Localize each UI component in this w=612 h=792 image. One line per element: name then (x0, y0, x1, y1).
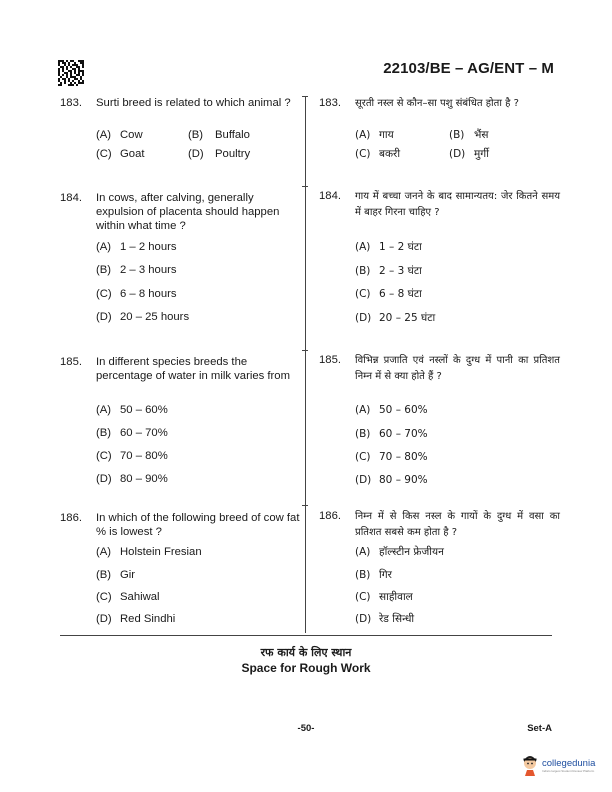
question-stem: निम्न में से किस नस्ल के गायों के दुग्ध में वसा का प्रतिशत सबसे कम होता है ? (355, 511, 560, 538)
option-text: 80 – 90% (120, 473, 168, 485)
option-label: (C) (355, 288, 371, 300)
qr-code (58, 60, 84, 86)
option-label: (D) (355, 312, 372, 324)
question-183-hi (319, 96, 559, 166)
option-label: (A) (96, 546, 112, 558)
question-stem: In which of the following breed of cow fat % is lowest ? (96, 512, 300, 538)
option-label: (C) (96, 450, 112, 462)
option-label: (D) (96, 311, 112, 323)
question-186-hi (319, 509, 559, 629)
option-text: 2 – 3 hours (120, 264, 177, 276)
question-stem: गाय में बच्चा जनने के बाद सामान्यतय: जेर कितने समय में बाहर गिरना चाहिए ? (355, 191, 560, 218)
column-divider-tick (302, 186, 308, 187)
column-divider-tick (302, 96, 308, 97)
option-label: (A) (355, 546, 371, 558)
option-text: Poultry (215, 148, 251, 160)
question-183-en (60, 96, 300, 166)
page-number: -50- (297, 723, 315, 734)
question-185-en (60, 355, 300, 490)
option-label: (B) (355, 569, 371, 581)
option-label: (B) (355, 428, 371, 440)
question-185-hi (319, 353, 559, 488)
option-label: (D) (96, 613, 112, 625)
question-stem: Surti breed is related to which animal ? (96, 97, 291, 109)
option-text: Holstein Fresian (120, 546, 202, 558)
option-text: बकरी (379, 148, 401, 160)
option-label: (C) (355, 451, 371, 463)
option-text: भैंस (474, 129, 489, 141)
option-text: Goat (120, 148, 145, 160)
option-label: (B) (96, 264, 112, 276)
option-label: (C) (96, 288, 112, 300)
question-number: 183. (319, 97, 341, 109)
option-text: Cow (120, 129, 143, 141)
option-text: मुर्गी (474, 148, 489, 160)
option-text: 80 – 90% (379, 474, 428, 486)
option-label: (C) (355, 591, 371, 603)
question-number: 184. (319, 190, 341, 202)
option-label: (D) (449, 148, 466, 160)
question-number: 186. (60, 512, 82, 524)
option-label: (A) (355, 241, 371, 253)
column-divider-tick (302, 350, 308, 351)
column-divider (305, 96, 306, 633)
option-text: 20 – 25 hours (120, 311, 190, 323)
question-number: 185. (319, 354, 341, 366)
brand-name: collegedunia (542, 758, 596, 769)
option-text: 60 – 70% (120, 427, 168, 439)
question-number: 186. (319, 510, 341, 522)
question-184-en (60, 191, 300, 331)
option-text: Buffalo (215, 129, 250, 141)
option-label: (A) (96, 404, 112, 416)
question-186-en (60, 511, 300, 631)
rough-work-title: Space for Rough Work (241, 661, 371, 675)
option-text: साहीवाल (379, 591, 413, 603)
option-text: 70 – 80% (379, 451, 428, 463)
question-number: 183. (60, 97, 82, 109)
option-text: 60 – 70% (379, 428, 428, 440)
paper-code: 22103/BE – AG/ENT – M (383, 60, 554, 77)
option-label: (D) (96, 473, 112, 485)
option-label: (B) (96, 569, 112, 581)
option-text: 6 – 8 hours (120, 288, 177, 300)
option-label: (A) (96, 129, 112, 141)
option-text: 20 – 25 घंटा (379, 312, 436, 324)
question-number: 185. (60, 356, 82, 368)
brand-tagline: India's largest Student Review Platform (542, 769, 595, 773)
option-text: 50 – 60% (379, 404, 428, 416)
option-text: रेड सिन्धी (379, 613, 415, 625)
question-stem: In different species breeds the percentage of water in milk varies from (96, 356, 291, 382)
question-stem: सूरती नस्ल से कौन–सा पशु संबंधित होता है ? (355, 98, 519, 109)
option-label: (C) (355, 148, 371, 160)
option-label: (A) (96, 241, 112, 253)
option-text: 1 – 2 घंटा (379, 241, 422, 253)
brand-watermark (521, 756, 595, 776)
option-text: Gir (120, 569, 136, 581)
option-label: (D) (188, 148, 204, 160)
column-divider-tick (302, 505, 308, 506)
mascot-icon (521, 756, 539, 776)
option-text: 6 – 8 घंटा (379, 288, 422, 300)
rough-work-title-hindi: रफ कार्य के लिए स्थान (260, 646, 352, 659)
option-text: 70 – 80% (120, 450, 168, 462)
question-184-hi (319, 189, 559, 329)
option-label: (C) (96, 591, 112, 603)
option-text: 1 – 2 hours (120, 241, 177, 253)
option-text: गिर (379, 569, 392, 581)
option-label: (A) (355, 404, 371, 416)
question-stem: विभिन्न प्रजाति एवं नस्लों के दुग्ध में पानी का प्रतिशत निम्न में से क्या होते हैं ? (355, 355, 560, 382)
option-label: (B) (188, 129, 204, 141)
option-label: (C) (96, 148, 112, 160)
question-stem: In cows, after calving, generally expulsion of placenta should happen within what time ? (96, 192, 280, 232)
option-text: Sahiwal (120, 591, 160, 603)
option-label: (B) (449, 129, 465, 141)
option-label: (A) (355, 129, 371, 141)
set-label: Set-A (527, 723, 552, 734)
option-text: हॉल्स्टीन फ्रेजीयन (379, 546, 444, 558)
option-label: (D) (355, 613, 372, 625)
option-text: गाय (379, 129, 394, 141)
option-text: Red Sindhi (120, 613, 176, 625)
option-text: 50 – 60% (120, 404, 168, 416)
option-label: (B) (355, 265, 371, 277)
rough-work-divider (60, 635, 552, 636)
option-label: (B) (96, 427, 112, 439)
option-text: 2 – 3 घंटा (379, 265, 422, 277)
option-label: (D) (355, 474, 372, 486)
question-number: 184. (60, 192, 82, 204)
